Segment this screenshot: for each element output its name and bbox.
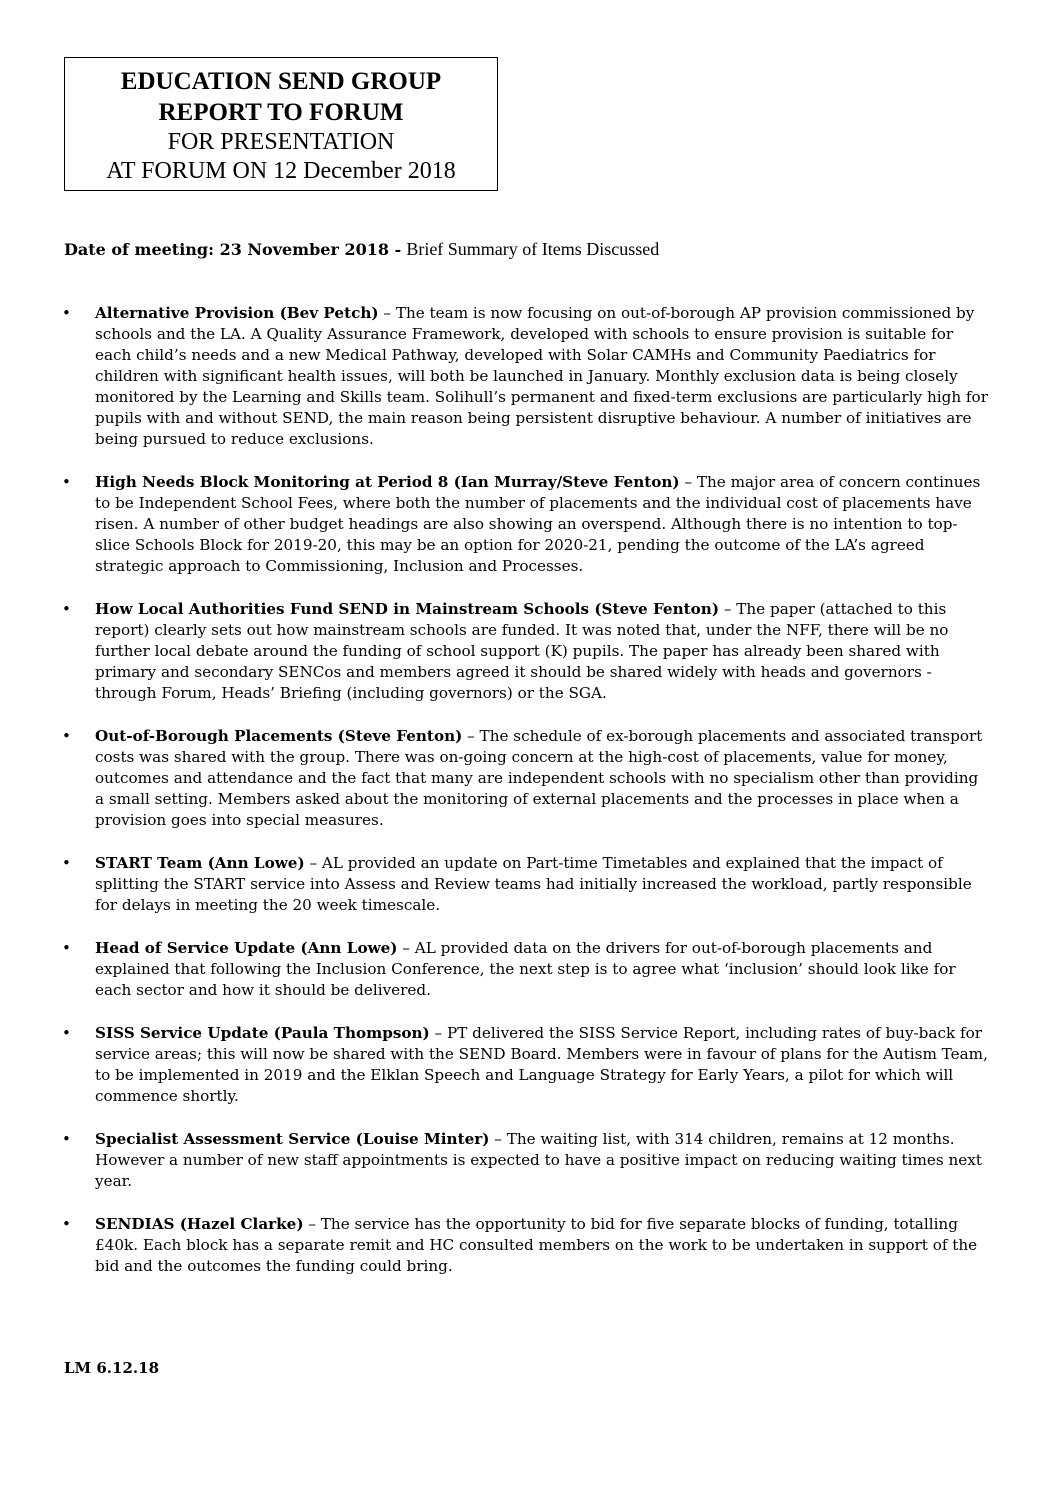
item-heading: START Team (Ann Lowe) [95,854,305,872]
item-heading: SENDIAS (Hazel Clarke) [95,1215,304,1233]
report-title-box [64,57,498,191]
author-initials-date: LM 6.12.18 [64,1359,160,1377]
item-body: – AL provided data on the drivers for out-of-borough placements and explained that following the Inclusion Conference, the next step is to agree what ‘inclusion’ should look like for each sector and how it should be delivered. [95,939,956,999]
bullet-icon: • [62,939,71,957]
bullet-icon: • [62,473,71,491]
item-heading: Out-of-Borough Placements (Steve Fenton) [95,727,463,745]
bullet-icon: • [62,1215,71,1233]
item-heading: SISS Service Update (Paula Thompson) [95,1024,430,1042]
item-body: – AL provided an update on Part-time Timetables and explained that the impact of splitting the START service into Assess and Review teams had initially increased the workload, partly responsible for delays in meeting the 20 week timescale. [95,854,972,914]
bullet-icon: • [62,1130,71,1148]
bullet-icon: • [62,854,71,872]
item-heading: Specialist Assessment Service (Louise Minter) [95,1130,490,1148]
meeting-date-line [64,238,994,261]
list-item [0,599,990,704]
list-item [0,726,990,831]
bullet-icon: • [62,1024,71,1042]
meeting-date-label: Date of meeting: 23 November 2018 - [64,240,402,259]
item-body: – The major area of concern continues to be Independent School Fees, where both the number of placements and the individual cost of placements have risen. A number of other budget headings are also showing an overspend. Although there is no intention to top-slice Schools Block for 2019-20, this may be an option for 2020-21, pending the outcome of the LA’s agreed strategic approach to Commissioning, Inclusion and Processes. [95,473,981,575]
bullet-icon: • [62,600,71,618]
list-item [0,303,990,450]
bullet-icon: • [62,727,71,745]
list-item [0,1214,990,1277]
list-item [0,938,990,1001]
item-heading: Head of Service Update (Ann Lowe) [95,939,398,957]
list-item [0,1023,990,1107]
title-line-2: REPORT TO FORUM [158,99,404,126]
meeting-summary-text: Brief Summary of Items Discussed [406,239,660,259]
list-item [0,472,990,577]
bullet-icon: • [62,304,71,322]
item-body: – The waiting list, with 314 children, remains at 12 months. However a number of new staff appointments is expected to have a positive impact on reducing waiting times next year. [95,1130,982,1190]
title-line-1: EDUCATION SEND GROUP [120,68,442,95]
discussion-items-list [0,303,1058,1299]
item-heading: How Local Authorities Fund SEND in Mainstream Schools (Steve Fenton) [95,600,720,618]
item-body: – PT delivered the SISS Service Report, including rates of buy-back for service areas; this will now be shared with the SEND Board. Members were in favour of plans for the Autism Team, to be implemented in 2019 and the Elklan Speech and Language Strategy for Early Years, a pilot for which will commence shortly. [95,1024,988,1105]
item-body: – The paper (attached to this report) clearly sets out how mainstream schools are funded. It was noted that, under the NFF, there will be no further local debate around the funding of school support (K) pupils. The paper has already been shared with primary and secondary SENCos and members agreed it should be shared widely with heads and governors - through Forum, Heads’ Briefing (including governors) or the SGA. [95,600,949,702]
list-item [0,1129,990,1192]
item-body: – The team is now focusing on out-of-borough AP provision commissioned by schools and the LA. A Quality Assurance Framework, developed with schools to ensure provision is suitable for each child’s needs and a new Medical Pathway, developed with Solar CAMHs and Community Paediatrics for children with significant health issues, will both be launched in January. Monthly exclusion data is being closely monitored by the Learning and Skills team. Solihull’s permanent and fixed-term exclusions are particularly high for pupils with and without SEND, the main reason being persistent disruptive behaviour. A number of initiatives are being pursued to reduce exclusions. [95,304,988,448]
list-item [0,853,990,916]
title-line-4: AT FORUM ON 12 December 2018 [106,158,456,184]
title-line-3: FOR PRESENTATION [167,129,395,155]
item-body: – The schedule of ex-borough placements and associated transport costs was shared with the group. There was on-going concern at the high-cost of placements, value for money, outcomes and attendance and the fact that many are independent schools with no specialism other than providing a small setting. Members asked about the monitoring of external placements and the processes in place when a provision goes into special measures. [95,727,983,829]
item-body: – The service has the opportunity to bid for five separate blocks of funding, totalling £40k. Each block has a separate remit and HC consulted members on the work to be undertaken in support of the bid and the outcomes the funding could bring. [95,1215,978,1275]
item-heading: Alternative Provision (Bev Petch) [95,304,379,322]
item-heading: High Needs Block Monitoring at Period 8 (Ian Murray/Steve Fenton) [95,473,680,491]
